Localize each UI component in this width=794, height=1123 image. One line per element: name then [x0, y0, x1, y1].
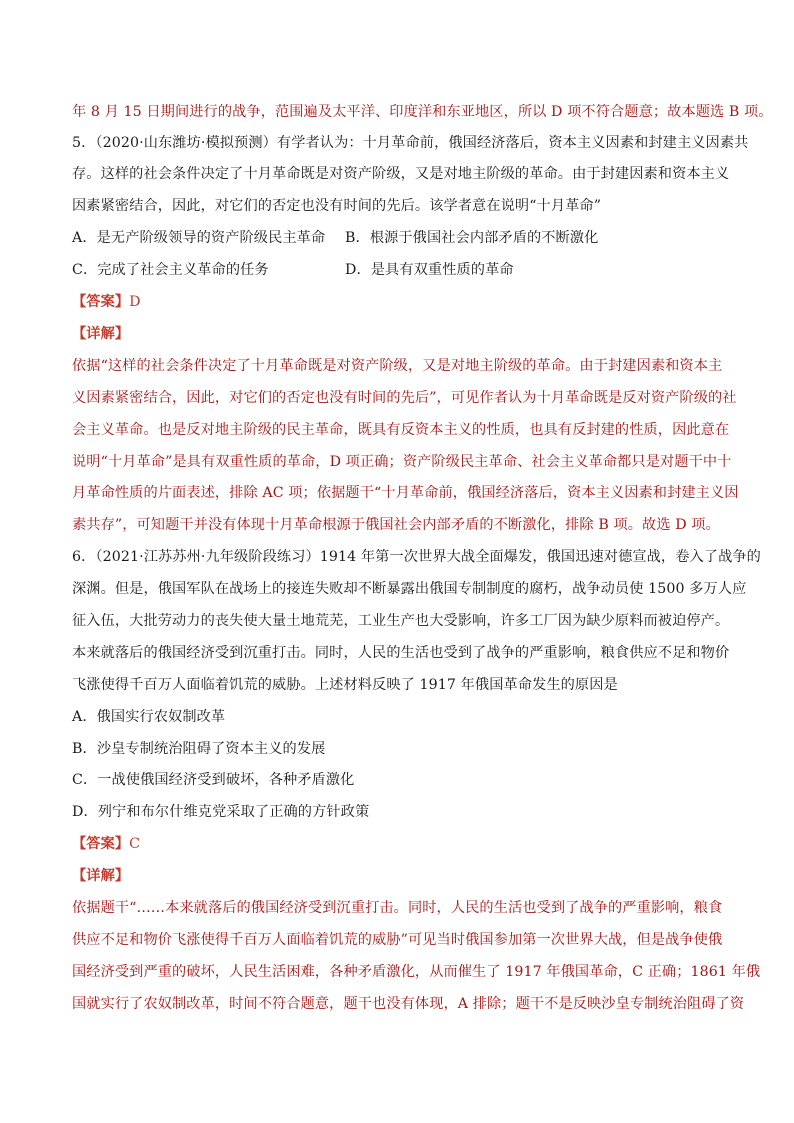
detail-line: 供应不足和物价飞涨使得千百万人面临着饥荒的威胁”可见当时俄国参加第一次世界大战，但是战争使俄 [72, 932, 723, 948]
answer-label: 【答案】 [72, 294, 130, 310]
answer-value: D [129, 294, 141, 310]
answer-line [72, 834, 732, 854]
option-b: B．沙皇专制统治阻碍了资本主义的发展 [72, 741, 326, 757]
question-stem-line: 6．（2021·江苏苏州·九年级阶段练习）1914 年第一次世界大战全面爆发，俄国迅速对德宣战，卷入了战争的 [72, 549, 761, 565]
option-d: D．列宁和布尔什维克党采取了正确的方针政策 [72, 804, 370, 820]
question-stem-line: 征入伍，大批劳动力的丧失使大量土地荒芜，工业生产也大受影响，许多工厂因为缺少原料而被迫停产。 [72, 613, 730, 629]
question-stem-line: 5．（2020·山东潍坊·模拟预测）有学者认为：十月革命前，俄国经济落后，资本主义因素和封建主义因素共 [72, 135, 749, 151]
detail-label: 【详解】 [72, 326, 130, 342]
option-c: C．完成了社会主义革命的任务 [72, 262, 269, 278]
detail-line: 素共存”，可知题干并没有体现十月革命根源于俄国社会内部矛盾的不断激化，排除 B 项。故选 D 项。 [72, 517, 720, 533]
answer-value: C [129, 836, 141, 852]
answer-label: 【答案】 [72, 836, 130, 852]
option-a: A．是无产阶级领导的资产阶级民主革命 [72, 230, 326, 246]
question-stem-line: 存。这样的社会条件决定了十月革命既是对资产阶级，又是对地主阶级的革命。由于封建因素和资本主义 [72, 166, 730, 182]
detail-line: 国就实行了农奴制改革，时间不符合题意，题干也没有体现，A 排除；题干不是反映沙皇专制统治阻碍了资 [72, 996, 745, 1012]
option-b: B．根源于俄国社会内部矛盾的不断激化 [345, 230, 599, 246]
previous-answer-tail: 年 8 月 15 日期间进行的战争，范围遍及太平洋、印度洋和东亚地区，所以 D 项不符合题意；故本题选 B 项。 [72, 104, 773, 120]
option-row [72, 228, 732, 248]
detail-line: 依据“这样的社会条件决定了十月革命既是对资产阶级，又是对地主阶级的革命。由于封建因素和资本主 [72, 358, 723, 374]
detail-label: 【详解】 [72, 868, 130, 884]
option-c: C．一战使俄国经济受到破坏，各种矛盾激化 [72, 772, 355, 788]
detail-line: 说明“十月革命”是具有双重性质的革命，D 项正确；资产阶级民主革命、社会主义革命都只是对题干中十 [72, 454, 732, 470]
option-d: D．是具有双重性质的革命 [345, 262, 514, 278]
answer-line [72, 292, 732, 312]
option-row [72, 260, 732, 280]
question-stem-line: 飞涨使得千百万人面临着饥荒的威胁。上述材料反映了 1917 年俄国革命发生的原因是 [72, 677, 618, 693]
detail-line: 义因素紧密结合，因此，对它们的否定也没有时间的先后”，可见作者认为十月革命既是反对资产阶级的社 [72, 390, 737, 406]
question-stem-line: 因素紧密结合，因此，对它们的否定也没有时间的先后。该学者意在说明“十月革命” [72, 198, 602, 214]
detail-line: 月革命性质的片面表述，排除 AC 项；依据题干“十月革命前，俄国经济落后，资本主义因素和封建主义因 [72, 485, 739, 501]
detail-line: 会主义革命。也是反对地主阶级的民主革命，既具有反资本主义的性质，也具有反封建的性质，因此意在 [72, 422, 730, 438]
question-stem-line: 本来就落后的俄国经济受到沉重打击。同时，人民的生活也受到了战争的严重影响，粮食供应不足和物价 [72, 645, 730, 661]
detail-line: 国经济受到严重的破坏，人民生活困难，各种矛盾激化，从而催生了 1917 年俄国革命，C 正确；1861 年俄 [72, 964, 761, 980]
question-stem-line: 深渊。但是，俄国军队在战场上的接连失败却不断暴露出俄国专制制度的腐朽，战争动员使 1500 多万人应 [72, 581, 747, 597]
option-a: A．俄国实行农奴制改革 [72, 709, 226, 725]
detail-line: 依据题干“……本来就落后的俄国经济受到沉重打击。同时，人民的生活也受到了战争的严重影响，粮食 [72, 900, 723, 916]
